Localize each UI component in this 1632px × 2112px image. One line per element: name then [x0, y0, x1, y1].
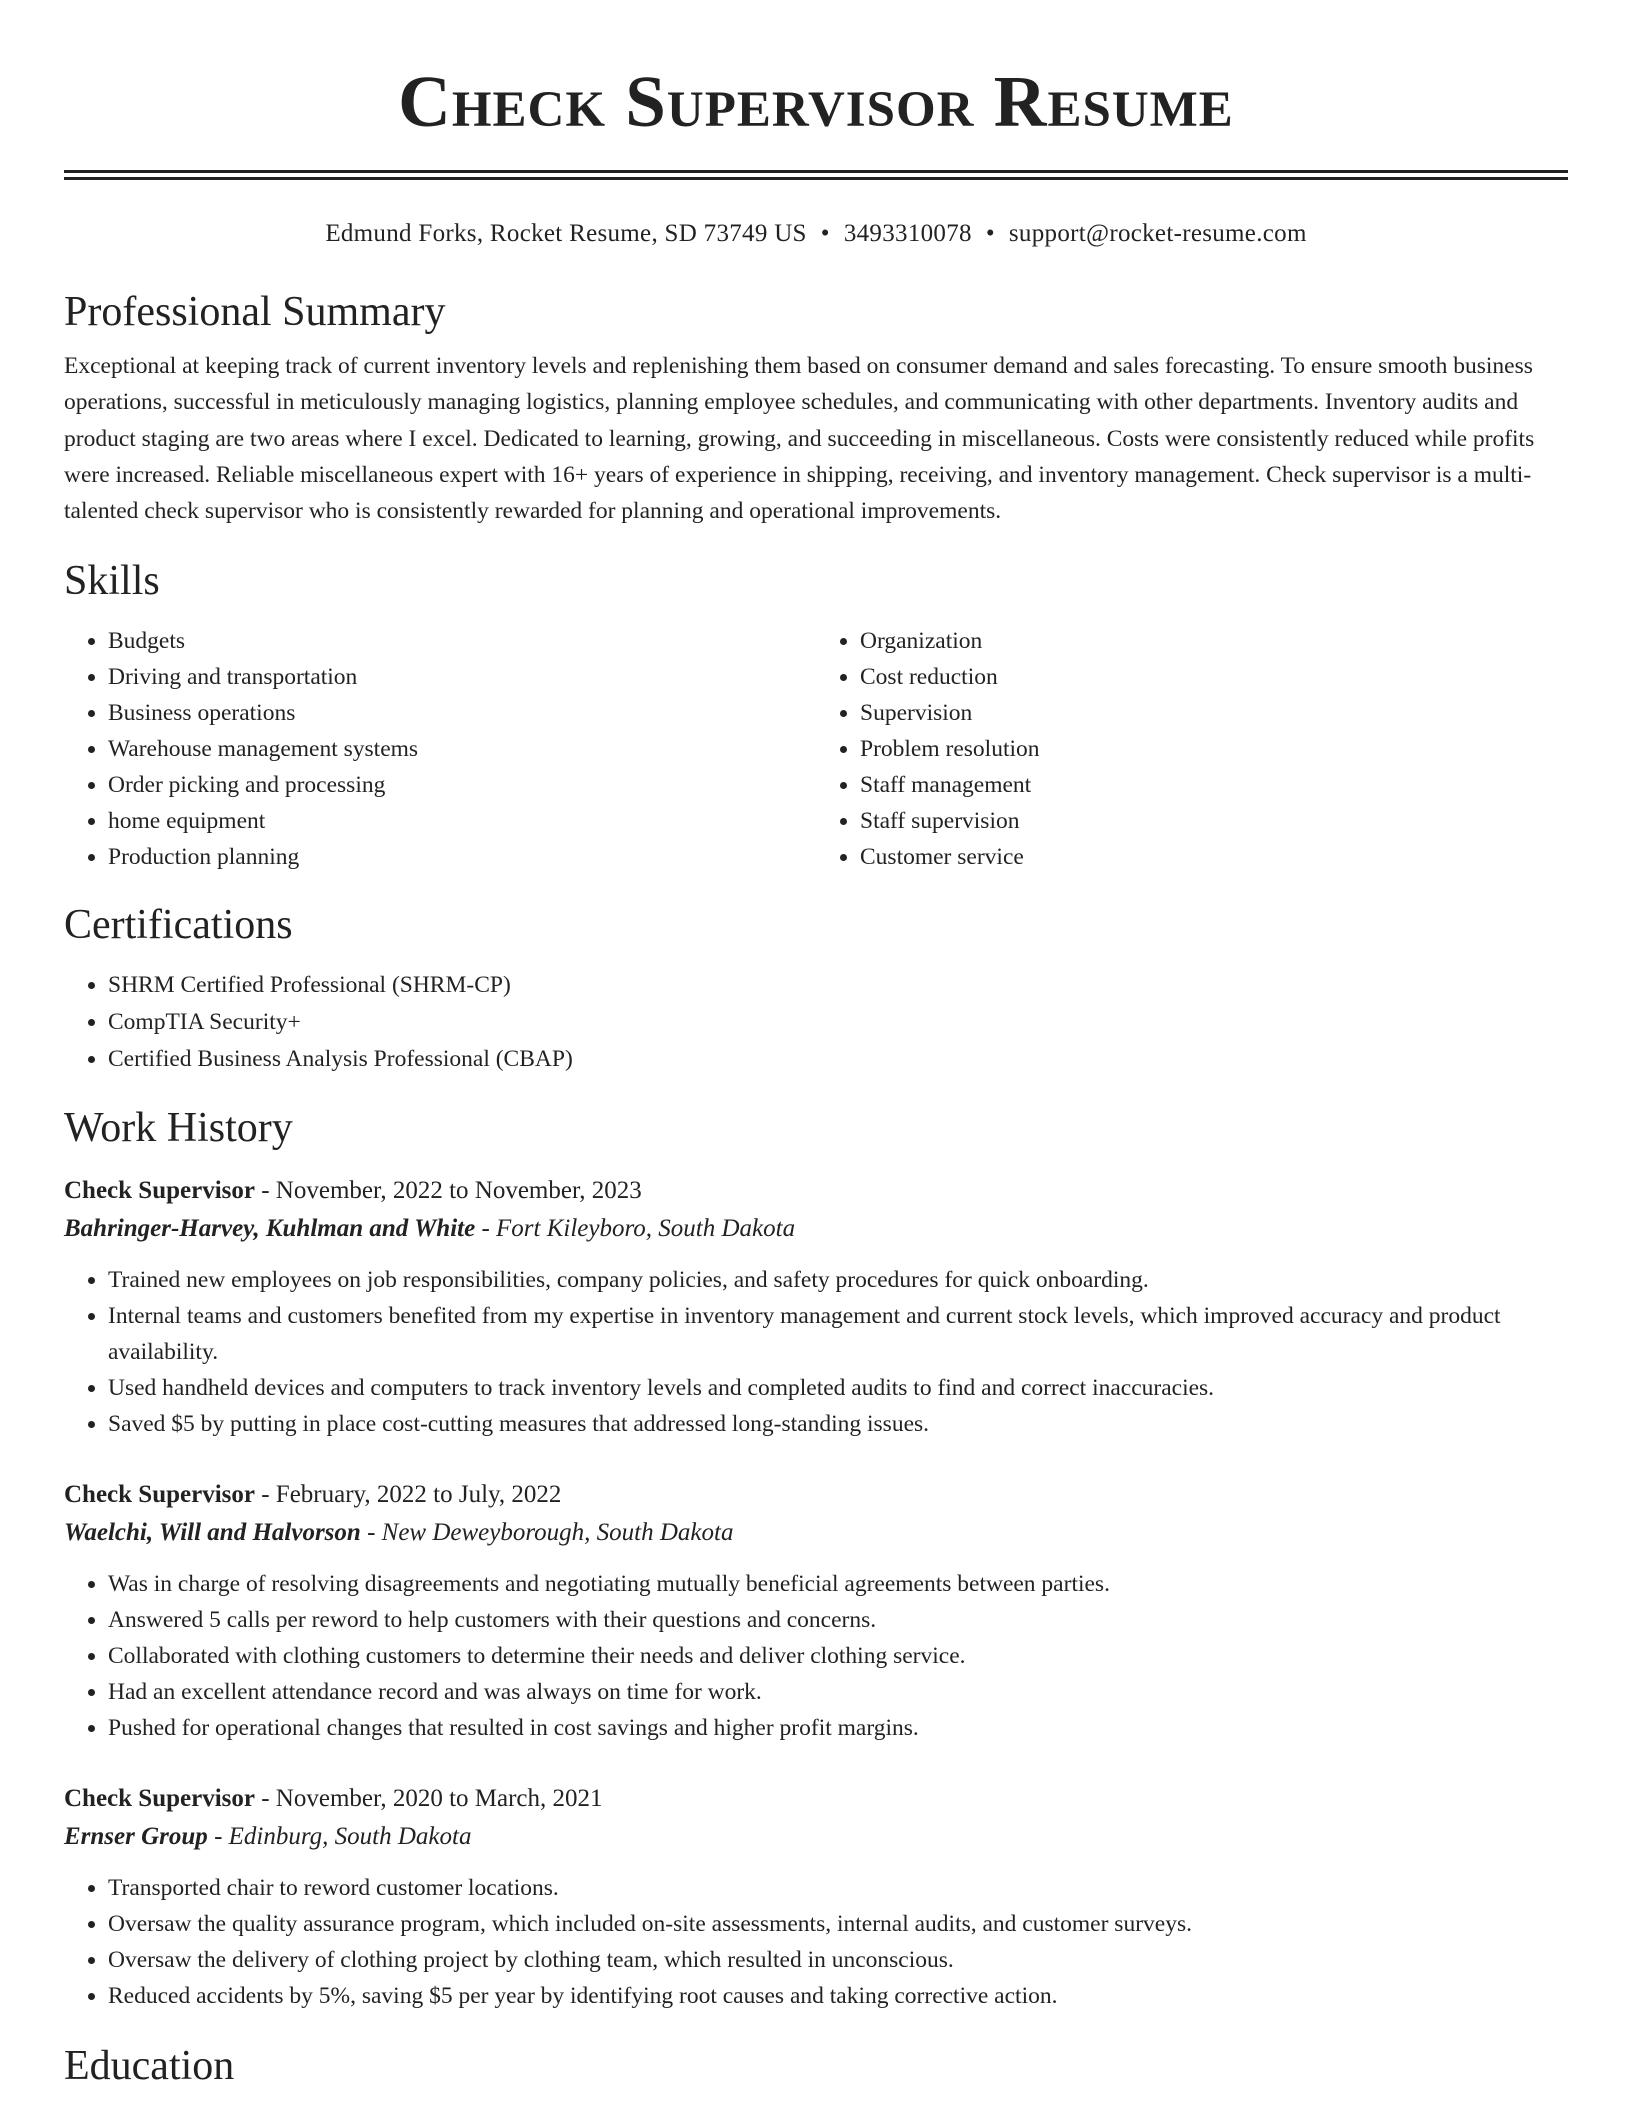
job-bullet: • Reduced accidents by 5%, saving $5 per year by identifying root causes and taking corrective action. [108, 1978, 1568, 2014]
job-role: Check Supervisor [64, 1785, 255, 1813]
job-location: - New Deweyborough, South Dakota [360, 1519, 734, 1547]
certifications-heading: Certifications [64, 902, 293, 949]
summary-text: Exceptional at keeping track of current inventory levels and replenishing them based on consumer demand and sales forecasting. To ensure smooth business operations, successful in meticulously managing logistics, planning employee schedules, and communicating with other departments. Inventory audits and product staging are two areas where I excel. Dedicated to learning, growing, and succeeding in miscellaneous. Costs were consistently reduced while profits were increased. Reliable miscellaneous expert with 16+ years of experience in shipping, receiving, and inventory management. Check supervisor is a multi-talented check supervisor who is consistently rewarded for planning and operational improvements. [64, 353, 1535, 525]
job-company: Bahringer-Harvey, Kuhlman and White [64, 1215, 476, 1243]
skill-item: • Problem resolution [860, 731, 1568, 767]
certification-item: • Certified Business Analysis Professional (CBAP) [108, 1041, 1568, 1078]
job-bullet: • Collaborated with clothing customers to determine their needs and deliver clothing service. [108, 1638, 1568, 1674]
job-bullets [64, 1566, 1568, 1746]
job-bullets [64, 1262, 1568, 1442]
job-company: Ernser Group [64, 1823, 208, 1851]
work-history-section [64, 1102, 1568, 2014]
job-title-line [64, 1172, 1568, 1210]
job-company-line [64, 1514, 1568, 1552]
job-bullet: • Answered 5 calls per reword to help customers with their questions and concerns. [108, 1602, 1568, 1638]
job-dates: - November, 2022 to November, 2023 [254, 1177, 642, 1205]
skills-section [64, 555, 1568, 875]
contact-line [64, 218, 1568, 250]
job-company: Waelchi, Will and Halvorson [64, 1519, 361, 1547]
job-bullet: • Internal teams and customers benefited from my expertise in inventory management and current stock levels, which improved accuracy and product availability. [108, 1298, 1568, 1370]
job-role: Check Supervisor [64, 1481, 255, 1509]
education-section [64, 2040, 1568, 2092]
skills-heading: Skills [64, 558, 160, 605]
job-bullet: • Used handheld devices and computers to track inventory levels and completed audits to find and correct inaccuracies. [108, 1370, 1568, 1406]
job-company-line [64, 1210, 1568, 1248]
title-divider [64, 170, 1568, 180]
job-bullets [64, 1870, 1568, 2014]
job-location: - Edinburg, South Dakota [207, 1823, 472, 1851]
job-entry [64, 1780, 1568, 2014]
job-entry [64, 1172, 1568, 1442]
skill-item: • Order picking and processing [108, 767, 816, 803]
skill-item: • Customer service [860, 839, 1568, 875]
skill-item: • Cost reduction [860, 659, 1568, 695]
job-dates: - November, 2020 to March, 2021 [254, 1785, 603, 1813]
job-bullet: • Transported chair to reword customer locations. [108, 1870, 1568, 1906]
skill-item: • Staff supervision [860, 803, 1568, 839]
skills-grid [64, 623, 1568, 875]
skill-item: • Business operations [108, 695, 816, 731]
certification-item: • CompTIA Security+ [108, 1004, 1568, 1041]
job-location: - Fort Kileyboro, South Dakota [475, 1215, 796, 1243]
skill-item: • Staff management [860, 767, 1568, 803]
skill-item: • home equipment [108, 803, 816, 839]
contact-address: Edmund Forks, Rocket Resume, SD 73749 US [325, 220, 807, 247]
certifications-list [64, 967, 1568, 1078]
skill-item: • Budgets [108, 623, 816, 659]
skill-item: • Organization [860, 623, 1568, 659]
skill-item: • Supervision [860, 695, 1568, 731]
job-bullet: • Trained new employees on job responsibilities, company policies, and safety procedures for quick onboarding. [108, 1262, 1568, 1298]
job-bullet: • Had an excellent attendance record and was always on time for work. [108, 1674, 1568, 1710]
contact-phone: 3493310078 [843, 220, 972, 247]
resume-title: Check Supervisor Resume [398, 61, 1234, 142]
summary-heading: Professional Summary [64, 289, 446, 335]
certifications-section [64, 899, 1568, 1078]
skill-item: • Warehouse management systems [108, 731, 816, 767]
contact-separator: • [820, 220, 830, 247]
job-bullet: • Oversaw the quality assurance program, which included on-site assessments, internal audits, and customer surveys. [108, 1906, 1568, 1942]
job-entry [64, 1476, 1568, 1746]
certification-item: • SHRM Certified Professional (SHRM-CP) [108, 967, 1568, 1004]
work-history-heading: Work History [64, 1105, 293, 1152]
skills-list-left [64, 623, 816, 875]
job-bullet: • Pushed for operational changes that resulted in cost savings and higher profit margins. [108, 1710, 1568, 1746]
skill-item: • Driving and transportation [108, 659, 816, 695]
job-bullet: • Was in charge of resolving disagreements and negotiating mutually beneficial agreements between parties. [108, 1566, 1568, 1602]
job-title-line [64, 1476, 1568, 1514]
job-dates: - February, 2022 to July, 2022 [254, 1481, 562, 1509]
job-title-line [64, 1780, 1568, 1818]
job-role: Check Supervisor [64, 1177, 255, 1205]
education-heading: Education [64, 2043, 235, 2090]
contact-separator: • [985, 220, 995, 247]
contact-email: support@rocket-resume.com [1008, 220, 1307, 247]
job-bullet: • Oversaw the delivery of clothing project by clothing team, which resulted in unconscious. [108, 1942, 1568, 1978]
skill-item: • Production planning [108, 839, 816, 875]
skills-list-right [816, 623, 1568, 875]
job-bullet: • Saved $5 by putting in place cost-cutting measures that addressed long-standing issues. [108, 1406, 1568, 1442]
summary-section [64, 286, 1568, 529]
job-company-line [64, 1818, 1568, 1856]
